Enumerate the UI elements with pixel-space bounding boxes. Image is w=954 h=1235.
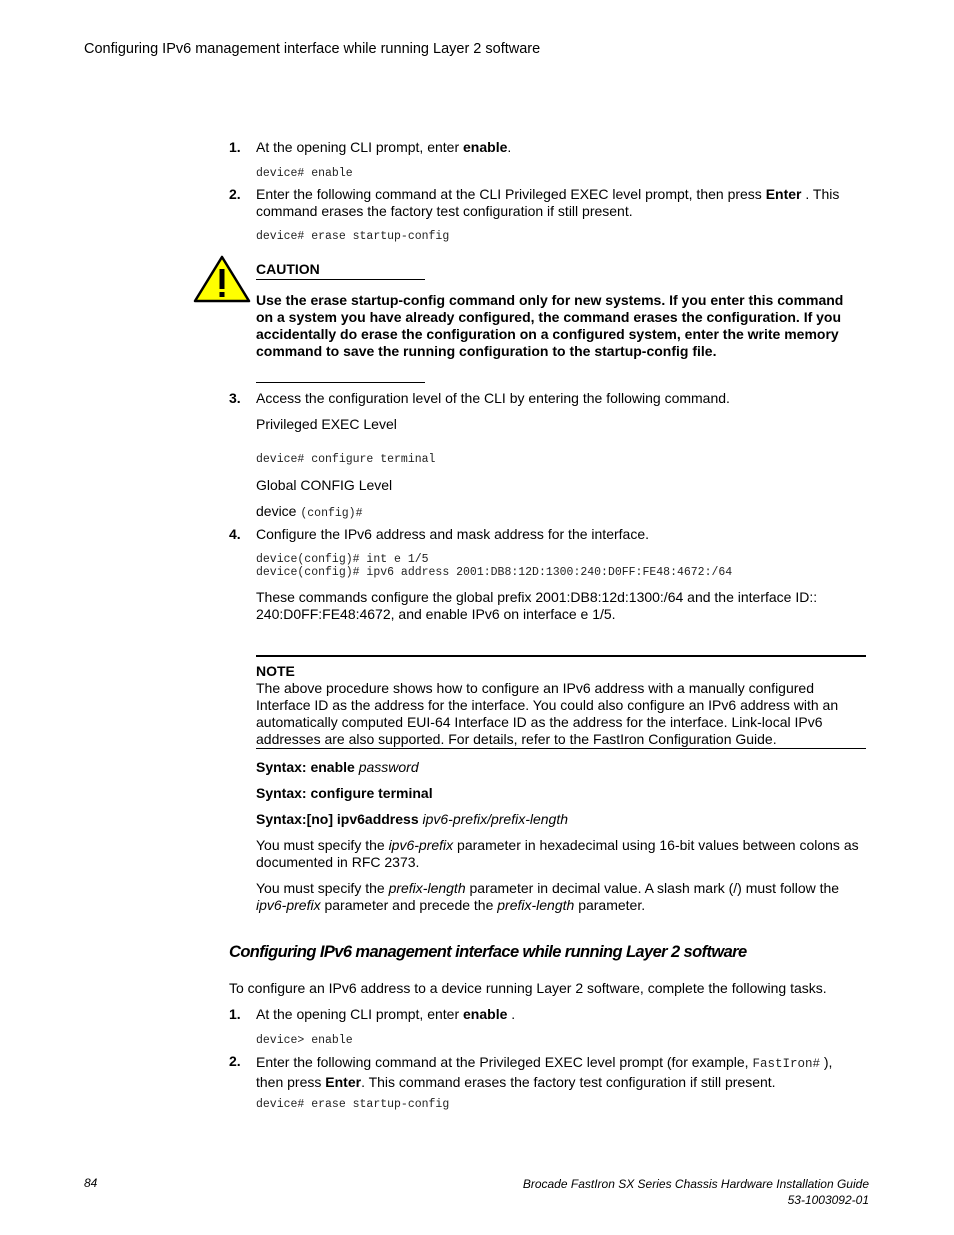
step-4-description: These commands configure the global prefix 2001:DB8:12d:1300:/64 and the interface ID:: 240:D0FF:FE48:4672, and enable IPv6 on interface e 1/5. [256, 589, 818, 622]
footer-doc-info: Brocade FastIron SX Series Chassis Hardware Installation Guide 53-1003092-01 [522, 1177, 869, 1207]
code-erase-startup-2: device# erase startup-config [256, 1098, 450, 1111]
caution-bottom-rule [256, 382, 425, 383]
note-bottom-rule [256, 748, 866, 749]
step-3-text: Access the configuration level of the CLI by entering the following command. [256, 390, 730, 406]
step-1-number: 1. [229, 139, 241, 155]
note-text: The above procedure shows how to configure an IPv6 address with a manually configured Interface ID as the address for the interface. You could also configure an IPv6 address with an automatically computed EUI-64 Interface ID as the address for the interface. Link-local IPv6 addresses are also supported. For details, refer to the FastIron Configuration Guide. [256, 680, 839, 747]
global-config-label: Global CONFIG Level [256, 477, 393, 493]
syntax-ipv6address: Syntax:[no] ipv6address ipv6-prefix/prefix-length [256, 811, 569, 827]
code-erase-startup: device# erase startup-config [256, 230, 450, 243]
section-step-2-number: 2. [229, 1053, 241, 1069]
running-header: Configuring IPv6 management interface while running Layer 2 software [84, 41, 541, 57]
note-top-rule [256, 655, 866, 657]
prefix-length-paragraph: You must specify the prefix-length parameter in decimal value. A slash mark (/) must follow the ipv6-prefix parameter and precede the prefix-length parameter. [256, 880, 840, 913]
config-prompt: device (config)# [256, 503, 363, 520]
syntax-enable: Syntax: enable password [256, 759, 419, 775]
page-number: 84 [84, 1176, 98, 1190]
code-ipv6-address: device(config)# int e 1/5 device(config)# ipv6 address 2001:DB8:12D:1300:240:D0FF:FE48:4672:/64 [256, 553, 733, 579]
step-2-number: 2. [229, 186, 241, 202]
code-enable: device# enable [256, 167, 353, 180]
caution-text: Use the erase startup-config command only for new systems. If you enter this command on a system you have already configured, the command erases the configuration. If you accidentally do erase the configuration on a configured system, enter the write memory command to save the running configuration to the startup-config file. [256, 292, 844, 359]
caution-title: CAUTION [256, 261, 320, 277]
step-4-text: Configure the IPv6 address and mask address for the interface. [256, 526, 649, 542]
code-configure-terminal: device# configure terminal [256, 453, 436, 466]
step-1-text: At the opening CLI prompt, enter enable. [256, 139, 512, 155]
note-title: NOTE [256, 663, 295, 679]
section-step-2-text: Enter the following command at the Privileged EXEC level prompt (for example, FastIron# ), then press Enter. This command erases the factory test configuration if still present. [256, 1054, 833, 1090]
section-step-1-text: At the opening CLI prompt, enter enable . [256, 1006, 516, 1022]
code-device-enable: device> enable [256, 1034, 353, 1047]
step-4-number: 4. [229, 526, 241, 542]
step-2-text: Enter the following command at the CLI Privileged EXEC level prompt, then press Enter . This command erases the factory test configuration if still present. [256, 186, 840, 219]
privileged-exec-label: Privileged EXEC Level [256, 416, 397, 432]
ipv6-prefix-paragraph: You must specify the ipv6-prefix parameter in hexadecimal using 16-bit values between colons as documented in RFC 2373. [256, 837, 859, 870]
section-step-1-number: 1. [229, 1006, 241, 1022]
section-intro: To configure an IPv6 address to a device running Layer 2 software, complete the following tasks. [229, 980, 827, 996]
step-3-number: 3. [229, 390, 241, 406]
caution-top-rule [256, 279, 425, 280]
section-heading: Configuring IPv6 management interface while running Layer 2 software [229, 943, 747, 961]
syntax-configure-terminal: Syntax: configure terminal [256, 785, 433, 801]
warning-triangle-icon [193, 255, 251, 303]
